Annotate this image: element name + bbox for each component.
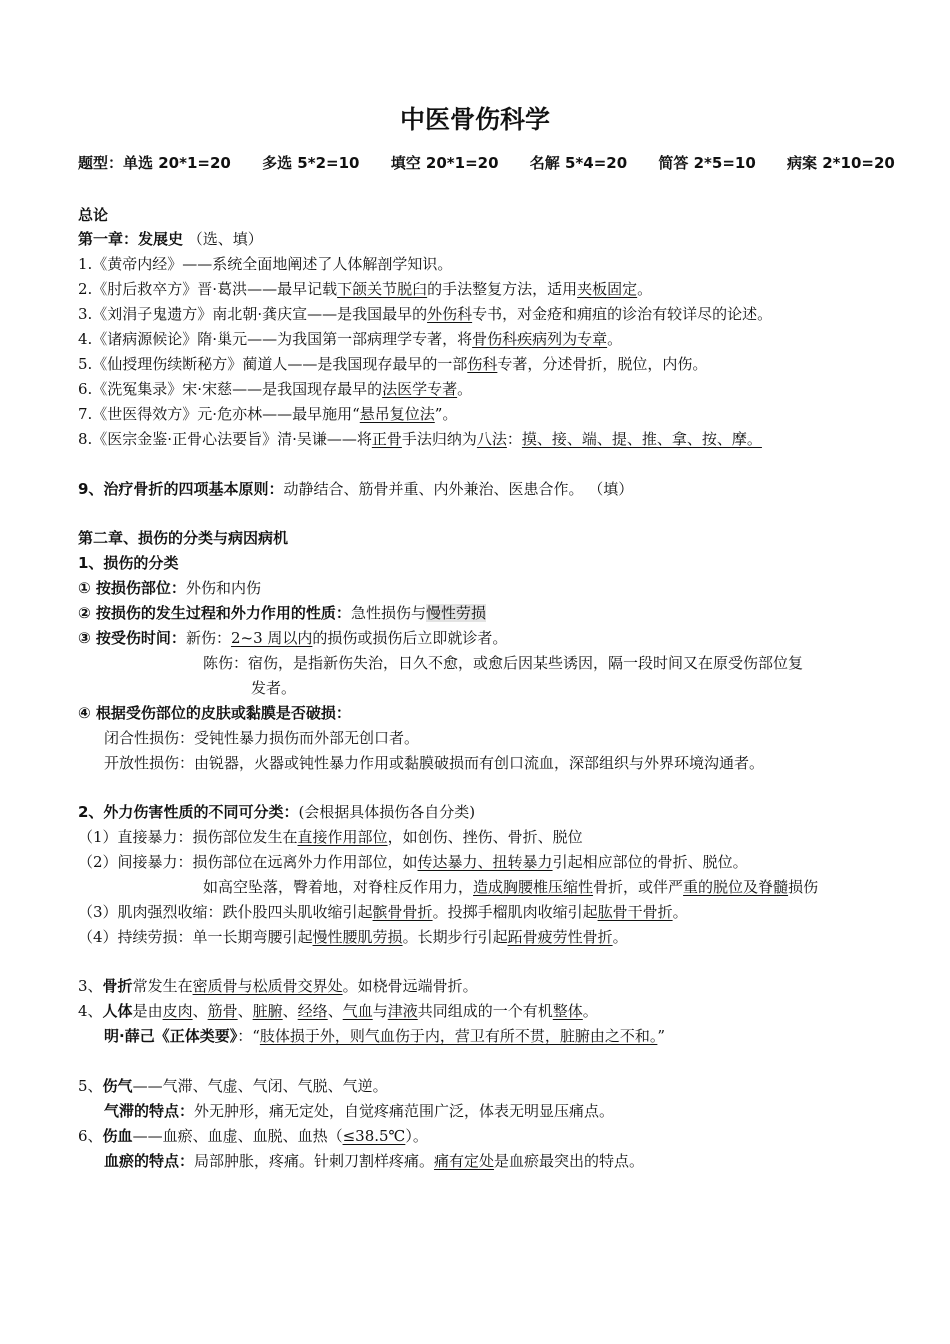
item-underline: 2~3 周以内 [230, 629, 313, 647]
qi-stagnation [104, 1101, 614, 1121]
page-title: 中医骨伤科学 [399, 105, 550, 134]
item-label: 伤气 [102, 1077, 133, 1095]
item-underline: 外伤科 [427, 305, 473, 323]
item-text: ”。 [434, 405, 458, 423]
item-underline: 密质骨与松质骨交界处 [192, 977, 343, 995]
item-text: 的损伤或损伤后立即就诊者。 [312, 629, 508, 647]
item-text: （4）持续劳损：单一长期弯腰引起 [78, 928, 313, 946]
item-text: 6、 [78, 1127, 103, 1145]
human-body [78, 1001, 598, 1021]
item-text: 、 [237, 1002, 253, 1020]
item-text: 的手法整复方法，适用 [427, 280, 578, 298]
question-type: 简答 2*5=10 [658, 154, 756, 172]
item-text: 6.《洗冤集录》宋·宋慈——是我国现存最早的 [78, 380, 383, 398]
classification-item: ④ 根据受伤部位的皮肤或黏膜是否破损： [78, 704, 351, 722]
open-injury: 开放性损伤：由锐器，火器或钝性暴力作用或黏膜破损而有创口流血，深部组织与外界环境沟通者。 [104, 754, 765, 772]
item-text: 1.《黄帝内经》——系统全面地阐述了人体解剖学知识。 [78, 255, 453, 273]
item-text: 。 [607, 330, 623, 348]
force-example [203, 877, 818, 897]
question-type: 病案 2*10=20 [787, 154, 895, 172]
history-item [78, 379, 472, 399]
question-types [78, 153, 921, 173]
item-text: 常发生在 [132, 977, 193, 995]
question-type: 名解 5*4=20 [529, 154, 628, 172]
item-text: ：“ [237, 1027, 260, 1045]
item-text: ： [506, 430, 522, 448]
blood-stasis [104, 1151, 644, 1171]
question-type: 多选 5*2=10 [262, 154, 360, 172]
principles-label: 9、治疗骨折的四项基本原则： [78, 480, 284, 498]
item-text: ——血瘀、血虚、血脱、血热（ [132, 1127, 343, 1145]
item-label: ② 按损伤的发生过程和外力作用的性质： [78, 604, 351, 622]
item-text: 专书，对金疮和痈疽的诊治有较详尽的论述。 [472, 305, 773, 323]
quote-source: 明·薛己《正体类要》 [104, 1027, 238, 1045]
history-item [78, 429, 762, 449]
item-text: （1）直接暴力：损伤部位发生在 [78, 828, 298, 846]
item-text: 。 [612, 928, 628, 946]
item-underline: 正骨 [371, 430, 402, 448]
item-text: 3、 [78, 977, 103, 995]
item-underline: 痛有定处 [434, 1152, 495, 1170]
old-injury-line: 陈伤：宿伤，是指新伤失治，日久不愈，或愈后因某些诱因，隔一段时间又在原受伤部位复 [203, 654, 804, 672]
question-type: 题型：单选 20*1=20 [78, 154, 231, 172]
item-text: 局部肿胀，疼痛。针刺刀割样疼痛。 [194, 1152, 435, 1170]
item-underline: 津液 [387, 1002, 418, 1020]
history-item [78, 329, 622, 349]
fracture-site [78, 976, 478, 996]
chapter-title: 第一章：发展史 [78, 230, 184, 248]
item-text: 2.《肘后救卒方》晋·葛洪——最早记载 [78, 280, 338, 298]
item-underline: 直接作用部位 [297, 828, 388, 846]
item-text: 5、 [78, 1077, 103, 1095]
section-general: 总论 [78, 206, 109, 224]
qi-injury [78, 1076, 388, 1096]
item-text: 。投掷手榴肌肉收缩引起 [432, 903, 598, 921]
history-item [78, 354, 707, 374]
item-text: 、 [192, 1002, 208, 1020]
question-type: 填空 20*1=20 [390, 154, 499, 172]
item-underline: ≤38.5℃ [342, 1127, 406, 1145]
highlighted-text: 慢性劳损 [425, 604, 486, 622]
force-item [78, 852, 748, 872]
item-text: 8.《医宗金鉴·正骨心法要旨》清·吴谦——将 [78, 430, 372, 448]
item-text: ）。 [405, 1127, 428, 1145]
history-item [78, 304, 772, 324]
item-label: ① 按损伤部位： [78, 579, 186, 597]
item-text: 。 [637, 280, 653, 298]
force-item [78, 902, 688, 922]
item-label: 2、外力伤害性质的不同可分类： [78, 803, 299, 821]
item-text: 。 [672, 903, 688, 921]
item-text: （3）肌肉强烈收缩：跌仆股四头肌收缩引起 [78, 903, 373, 921]
chapter-2-heading: 第二章、损伤的分类与病因病机 [78, 529, 289, 547]
item-text: 是血瘀最突出的特点。 [494, 1152, 645, 1170]
item-underline: 骨伤科疾病列为专章 [472, 330, 608, 348]
item-text: 、 [282, 1002, 298, 1020]
item-text: 。 [582, 1002, 598, 1020]
item-underline: 髌骨骨折 [372, 903, 433, 921]
item-label: 人体 [102, 1002, 133, 1020]
classification-item [78, 603, 486, 623]
item-text: 与 [372, 1002, 388, 1020]
item-underline: 摸、接、端、提、推、拿、按、摩。 [521, 430, 762, 448]
history-item [78, 404, 457, 424]
item-underline: 八法 [476, 430, 507, 448]
item-underline: 下颌关节脱臼 [337, 280, 428, 298]
blood-injury [78, 1126, 428, 1146]
history-item [78, 279, 652, 299]
item-label: 骨折 [102, 977, 133, 995]
item-underline: 肢体损于外，则气血伤于内，营卫有所不贯，脏腑由之不和。 [259, 1027, 658, 1045]
item-text: 共同组成的一个有机 [417, 1002, 553, 1020]
item-underline: 传达暴力、扭转暴力 [417, 853, 553, 871]
item-label: 气滞的特点： [104, 1102, 195, 1120]
classification-item [78, 578, 261, 598]
item-underline: 法医学专著 [382, 380, 458, 398]
item-text: 。如桡骨远端骨折。 [342, 977, 478, 995]
principles-text: 动静结合、筋骨并重、内外兼治、医患合作。 （填） [283, 480, 634, 498]
item-text: 骨折，或伴严 [593, 878, 684, 896]
item-underline: 脏腑 [252, 1002, 283, 1020]
item-text: 引起相应部位的骨折、脱位。 [552, 853, 748, 871]
item-text: 3.《刘涓子鬼遗方》南北朝·龚庆宣——是我国最早的 [78, 305, 428, 323]
fracture-principles [78, 479, 633, 499]
old-injury-line: 发者。 [251, 679, 297, 697]
item-underline: 造成胸腰椎压缩性 [473, 878, 594, 896]
item-text: 外无肿形，痛无定处，自觉疼痛范围广泛，体表无明显压痛点。 [194, 1102, 615, 1120]
item-text: 。长期步行引起 [402, 928, 508, 946]
item-text: （2）间接暴力：损伤部位在远离外力作用部位，如 [78, 853, 418, 871]
item-text: 如高空坠落，臀着地，对脊柱反作用力， [203, 878, 474, 896]
item-text: 5.《仙授理伤续断秘方》蔺道人——是我国现存最早的一部 [78, 355, 468, 373]
item-underline: 重的脱位及脊髓 [683, 878, 789, 896]
item-underline: 经络 [297, 1002, 328, 1020]
item-text: ，如创伤、挫伤、骨折、脱位 [387, 828, 583, 846]
item-underline: 气血 [342, 1002, 373, 1020]
chapter-1-heading [78, 229, 263, 249]
item-text: (会根据具体损伤各自分类) [298, 803, 476, 821]
subsection-heading: 1、损伤的分类 [78, 554, 179, 572]
history-item [78, 254, 452, 274]
item-label: 伤血 [102, 1127, 133, 1145]
item-text: 7.《世医得效方》元·危亦林——最早施用“ [78, 405, 360, 423]
classification-item [78, 628, 507, 648]
item-underline: 筋骨 [207, 1002, 238, 1020]
item-underline: 慢性腰肌劳损 [312, 928, 403, 946]
item-text: 。 [457, 380, 473, 398]
item-text: 外伤和内伤 [185, 579, 261, 597]
item-underline: 整体 [552, 1002, 583, 1020]
item-text: ” [657, 1027, 666, 1045]
item-underline: 肱骨干骨折 [597, 903, 673, 921]
force-item [78, 827, 583, 847]
chapter-note: （选、填） [187, 230, 263, 248]
item-text: 4、 [78, 1002, 103, 1020]
item-text: 损伤 [788, 878, 819, 896]
item-underline: 皮肉 [162, 1002, 193, 1020]
item-text: ——气滞、气虚、气闭、气脱、气逆。 [132, 1077, 388, 1095]
item-underline: 伤科 [467, 355, 498, 373]
force-item [78, 927, 628, 947]
item-text: 4.《诸病源候论》隋·巢元——为我国第一部病理学专著，将 [78, 330, 473, 348]
item-underline: 悬吊复位法 [359, 405, 435, 423]
item-text: 新伤： [185, 629, 231, 647]
closed-injury: 闭合性损伤：受钝性暴力损伤而外部无创口者。 [104, 729, 420, 747]
item-text: 、 [327, 1002, 343, 1020]
item-text: 是由 [132, 1002, 163, 1020]
item-label: 血瘀的特点： [104, 1152, 195, 1170]
item-underline: 夹板固定 [577, 280, 638, 298]
item-label: ③ 按受伤时间： [78, 629, 186, 647]
item-text: 手法归纳为 [401, 430, 477, 448]
classic-quote [104, 1026, 665, 1046]
item-text: 专著，分述骨折，脱位，内伤。 [497, 355, 708, 373]
subsection-heading [78, 802, 475, 822]
item-text: 急性损伤与 [350, 604, 426, 622]
item-underline: 跖骨疲劳性骨折 [507, 928, 613, 946]
